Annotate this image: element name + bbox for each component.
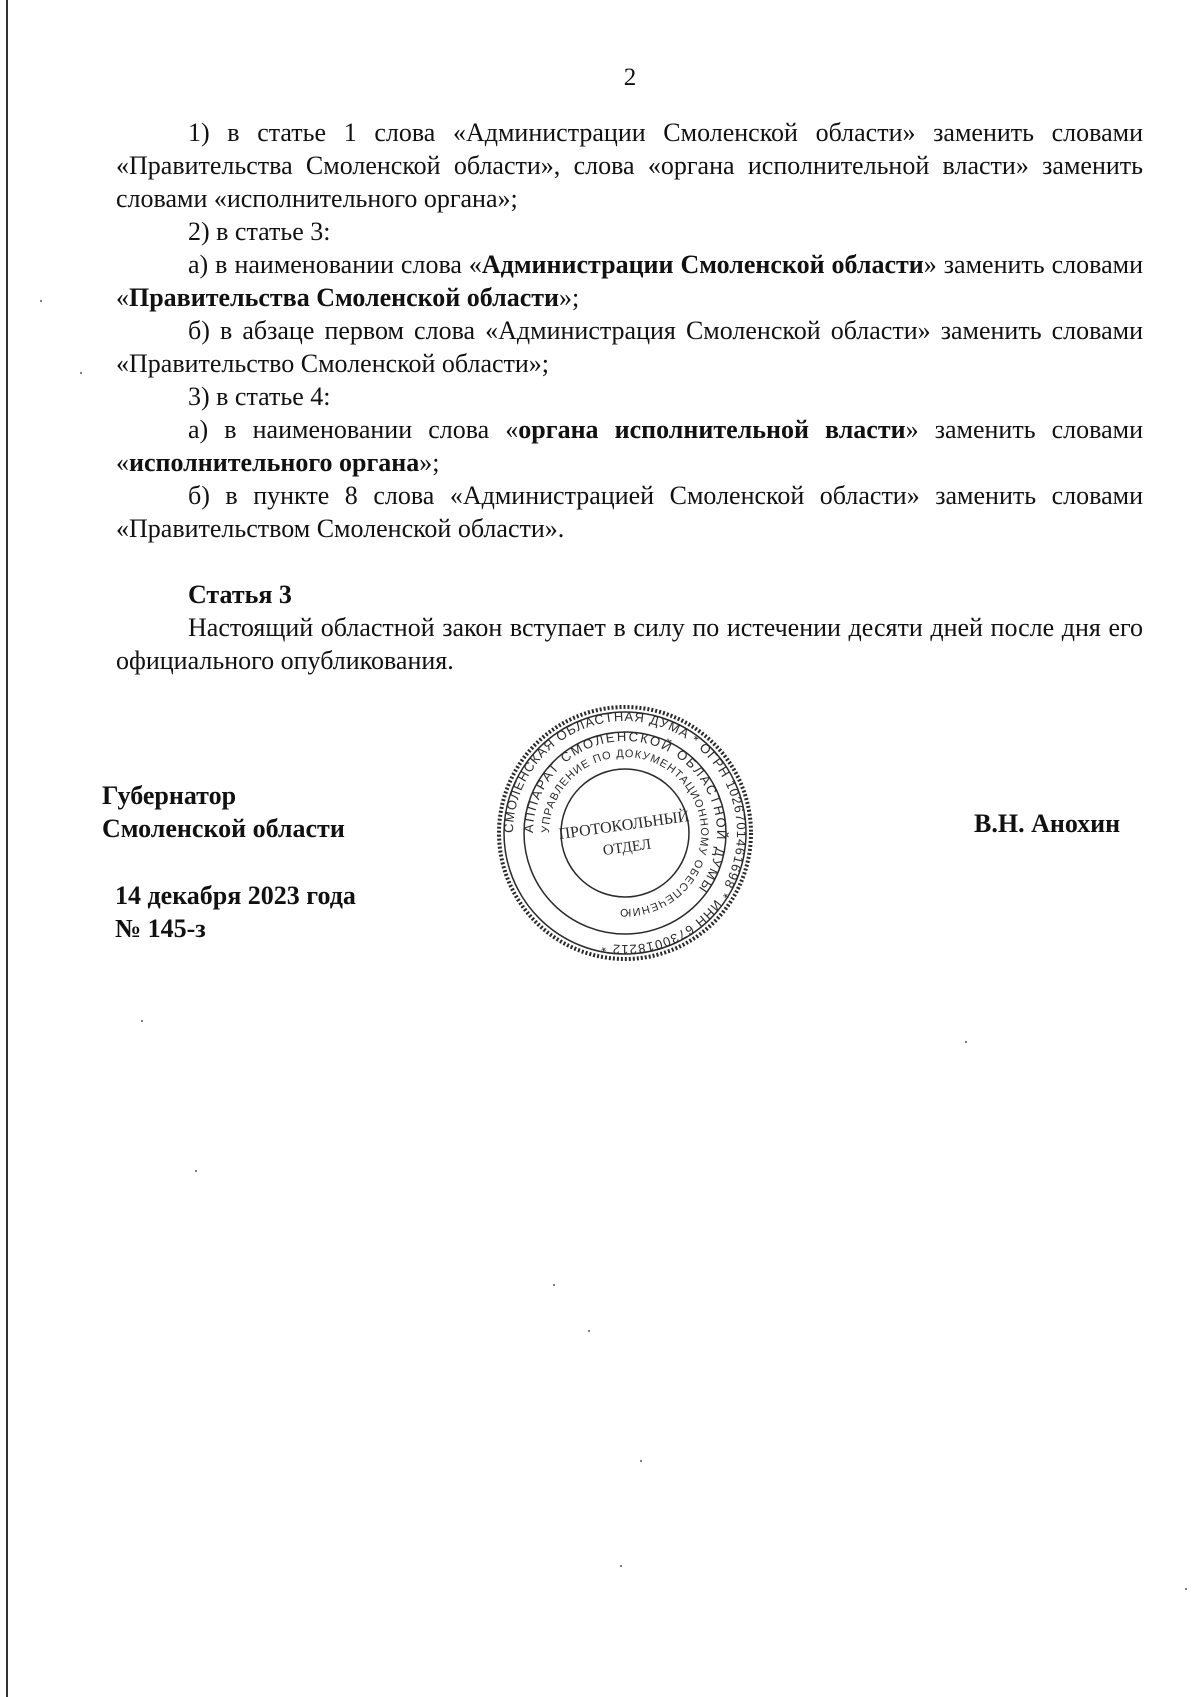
- scan-speck: [195, 1170, 197, 1172]
- official-stamp: [494, 702, 756, 964]
- scan-speck: [640, 1460, 642, 1462]
- signatory-position: [102, 779, 345, 845]
- stamp-center-line-1: ПРОТОКОЛЬНЫЙ: [557, 808, 691, 844]
- signatory-name: В.Н. Анохин: [974, 809, 1121, 838]
- stamp-middle-text: АППАРАТ СМОЛЕНСКОЙ ОБЛАСТНОЙ ДУМЫ: [520, 728, 730, 897]
- scan-speck: [588, 1330, 590, 1332]
- scan-edge-line: [6, 0, 8, 1697]
- stamp-outer-text: СМОЛЕНСКАЯ ОБЛАСТНАЯ ДУМА * ОГРН 1026701461698 * ИНН 6730018212 *: [500, 708, 750, 958]
- stamp-inner-text: УПРАВЛЕНИЕ ПО ДОКУМЕНТАЦИОННОМУ ОБЕСПЕЧЕНИЮ: [539, 747, 711, 919]
- article-3-title: Статья 3: [188, 580, 292, 609]
- law-number: № 145-з: [115, 914, 206, 943]
- scan-speck: [141, 1020, 143, 1022]
- scan-speck: [965, 1041, 967, 1043]
- paragraph-6: а) в наименовании слова «органа исполнительной власти» заменить словами «исполнительного органа»;: [116, 415, 1143, 477]
- paragraph-5: 3) в статье 4:: [188, 382, 331, 411]
- article-3-text: Настоящий областной закон вступает в силу по истечении десяти дней после дня его официального опубликования.: [116, 613, 1143, 675]
- scan-speck: [620, 1565, 622, 1567]
- paragraph-1: 1) в статье 1 слова «Администрации Смоленской области» заменить словами «Правительства Смоленской области», слова «органа исполнительной власти» заменить словами «исполнительного органа»;: [116, 118, 1143, 213]
- position-line-2: Смоленской области: [102, 814, 345, 843]
- scan-speck: [1185, 1588, 1187, 1590]
- scan-speck: [40, 300, 42, 302]
- scan-speck: [553, 1284, 555, 1286]
- paragraph-3: а) в наименовании слова «Администрации Смоленской области» заменить словами «Правительства Смоленской области»;: [116, 250, 1143, 312]
- paragraph-7: б) в пункте 8 слова «Администрацией Смоленской области» заменить словами «Правительством Смоленской области».: [116, 481, 1143, 543]
- paragraph-2: 2) в статье 3:: [188, 217, 331, 246]
- document-body: [116, 116, 1143, 677]
- law-date-number: [115, 879, 356, 945]
- stamp-center-line-2: ОТДЕЛ: [601, 836, 653, 860]
- law-date: 14 декабря 2023 года: [115, 881, 356, 910]
- paragraph-4: б) в абзаце первом слова «Администрация Смоленской области» заменить словами «Правительство Смоленской области»;: [116, 316, 1143, 378]
- position-line-1: Губернатор: [102, 781, 237, 810]
- scan-speck: [80, 372, 82, 374]
- page-number: 2: [623, 64, 637, 91]
